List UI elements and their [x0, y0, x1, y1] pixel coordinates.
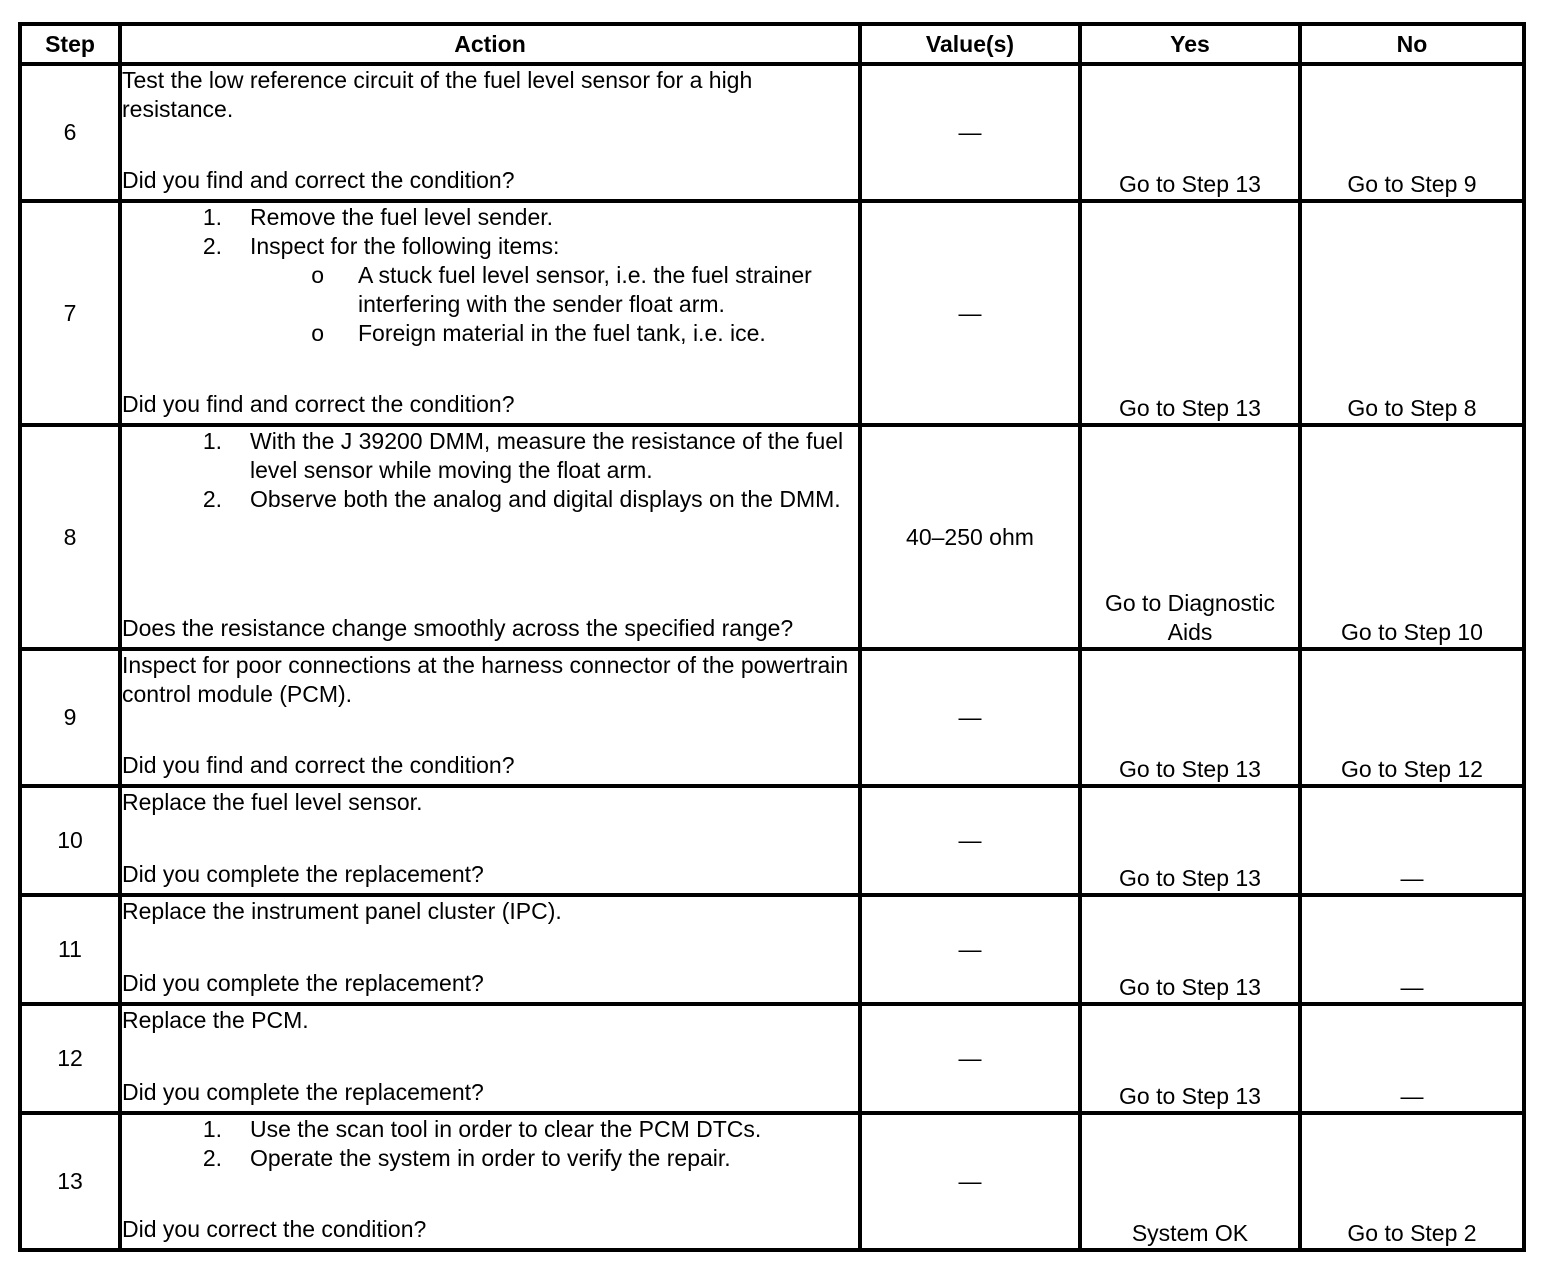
- list-text: Inspect for the following items:: [250, 233, 560, 259]
- table-row: [20, 425, 1524, 649]
- no-cell: —: [1300, 1004, 1524, 1113]
- list-number: 2.: [202, 1145, 222, 1171]
- list-item: [122, 485, 858, 514]
- bullet: o: [311, 262, 324, 288]
- sub-list-text: Foreign material in the fuel tank, i.e. ice.: [358, 320, 766, 346]
- header-no: No: [1300, 24, 1524, 64]
- header-yes: Yes: [1080, 24, 1300, 64]
- action-question: Did you complete the replacement?: [122, 970, 484, 996]
- action-cell: [120, 201, 860, 425]
- table-row: [20, 895, 1524, 1004]
- list-text: With the J 39200 DMM, measure the resistance of the fuel level sensor while moving the float arm.: [250, 428, 844, 483]
- action-cell: [120, 425, 860, 649]
- action-cell: [120, 64, 860, 201]
- value-cell: —: [860, 895, 1080, 1004]
- no-cell: Go to Step 2: [1300, 1113, 1524, 1250]
- sub-list-text: A stuck fuel level sensor, i.e. the fuel strainer interfering with the sender float arm.: [358, 262, 812, 317]
- bullet: o: [311, 320, 324, 346]
- list-item: [122, 1144, 858, 1173]
- yes-cell: Go to Step 13: [1080, 895, 1300, 1004]
- sub-list-item: [122, 319, 858, 348]
- yes-cell: Go to Step 13: [1080, 1004, 1300, 1113]
- step-number: 6: [20, 64, 120, 201]
- action-list: [122, 203, 858, 348]
- table-row: [20, 786, 1524, 895]
- no-cell: —: [1300, 895, 1524, 1004]
- header-row: [20, 24, 1524, 64]
- action-question: Did you complete the replacement?: [122, 1079, 484, 1105]
- yes-cell: Go to Step 13: [1080, 201, 1300, 425]
- table-row: [20, 64, 1524, 201]
- list-item: [122, 232, 858, 261]
- yes-cell: System OK: [1080, 1113, 1300, 1250]
- no-cell: Go to Step 12: [1300, 649, 1524, 786]
- yes-cell: Go to Step 13: [1080, 649, 1300, 786]
- value-cell: —: [860, 1004, 1080, 1113]
- value-cell: —: [860, 1113, 1080, 1250]
- list-text: Remove the fuel level sender.: [250, 204, 554, 230]
- list-text: Observe both the analog and digital displays on the DMM.: [250, 486, 841, 512]
- table-row: [20, 649, 1524, 786]
- list-text: Operate the system in order to verify the repair.: [250, 1145, 731, 1171]
- value-cell: 40–250 ohm: [860, 425, 1080, 649]
- action-text: Replace the instrument panel cluster (IPC).: [122, 898, 562, 924]
- step-number: 11: [20, 895, 120, 1004]
- yes-cell: Go to Diagnostic Aids: [1080, 425, 1300, 649]
- action-cell: [120, 895, 860, 1004]
- list-number: 1.: [202, 428, 222, 454]
- yes-cell: Go to Step 13: [1080, 64, 1300, 201]
- step-number: 7: [20, 201, 120, 425]
- table-row: [20, 1113, 1524, 1250]
- value-cell: —: [860, 786, 1080, 895]
- action-question: Does the resistance change smoothly across the specified range?: [122, 615, 794, 641]
- list-number: 1.: [202, 204, 222, 230]
- no-cell: Go to Step 10: [1300, 425, 1524, 649]
- table-row: [20, 1004, 1524, 1113]
- action-question: Did you find and correct the condition?: [122, 391, 515, 417]
- value-cell: —: [860, 201, 1080, 425]
- list-number: 2.: [202, 486, 222, 512]
- action-question: Did you complete the replacement?: [122, 861, 484, 887]
- step-number: 13: [20, 1113, 120, 1250]
- table-row: [20, 201, 1524, 425]
- action-question: Did you correct the condition?: [122, 1216, 427, 1242]
- step-number: 10: [20, 786, 120, 895]
- step-number: 8: [20, 425, 120, 649]
- step-number: 9: [20, 649, 120, 786]
- action-text: Test the low reference circuit of the fuel level sensor for a high resistance.: [122, 67, 753, 122]
- sub-list-item: [122, 261, 858, 319]
- action-text: Inspect for poor connections at the harness connector of the powertrain control module (PCM).: [122, 652, 849, 707]
- list-item: [122, 203, 858, 232]
- header-step: Step: [20, 24, 120, 64]
- step-number: 12: [20, 1004, 120, 1113]
- yes-cell: Go to Step 13: [1080, 786, 1300, 895]
- list-item: [122, 1115, 858, 1144]
- list-item: [122, 427, 858, 485]
- action-cell: [120, 649, 860, 786]
- action-question: Did you find and correct the condition?: [122, 752, 515, 778]
- action-cell: [120, 1004, 860, 1113]
- list-number: 1.: [202, 1116, 222, 1142]
- no-cell: Go to Step 8: [1300, 201, 1524, 425]
- no-cell: —: [1300, 786, 1524, 895]
- action-question: Did you find and correct the condition?: [122, 167, 515, 193]
- list-text: Use the scan tool in order to clear the PCM DTCs.: [250, 1116, 762, 1142]
- diagnostic-table: [18, 22, 1526, 1252]
- header-values: Value(s): [860, 24, 1080, 64]
- action-cell: [120, 1113, 860, 1250]
- value-cell: —: [860, 64, 1080, 201]
- action-list: [122, 1115, 858, 1173]
- action-list: [122, 427, 858, 514]
- action-cell: [120, 786, 860, 895]
- header-action: Action: [120, 24, 860, 64]
- value-cell: —: [860, 649, 1080, 786]
- action-text: Replace the fuel level sensor.: [122, 789, 423, 815]
- action-text: Replace the PCM.: [122, 1007, 309, 1033]
- list-number: 2.: [202, 233, 222, 259]
- no-cell: Go to Step 9: [1300, 64, 1524, 201]
